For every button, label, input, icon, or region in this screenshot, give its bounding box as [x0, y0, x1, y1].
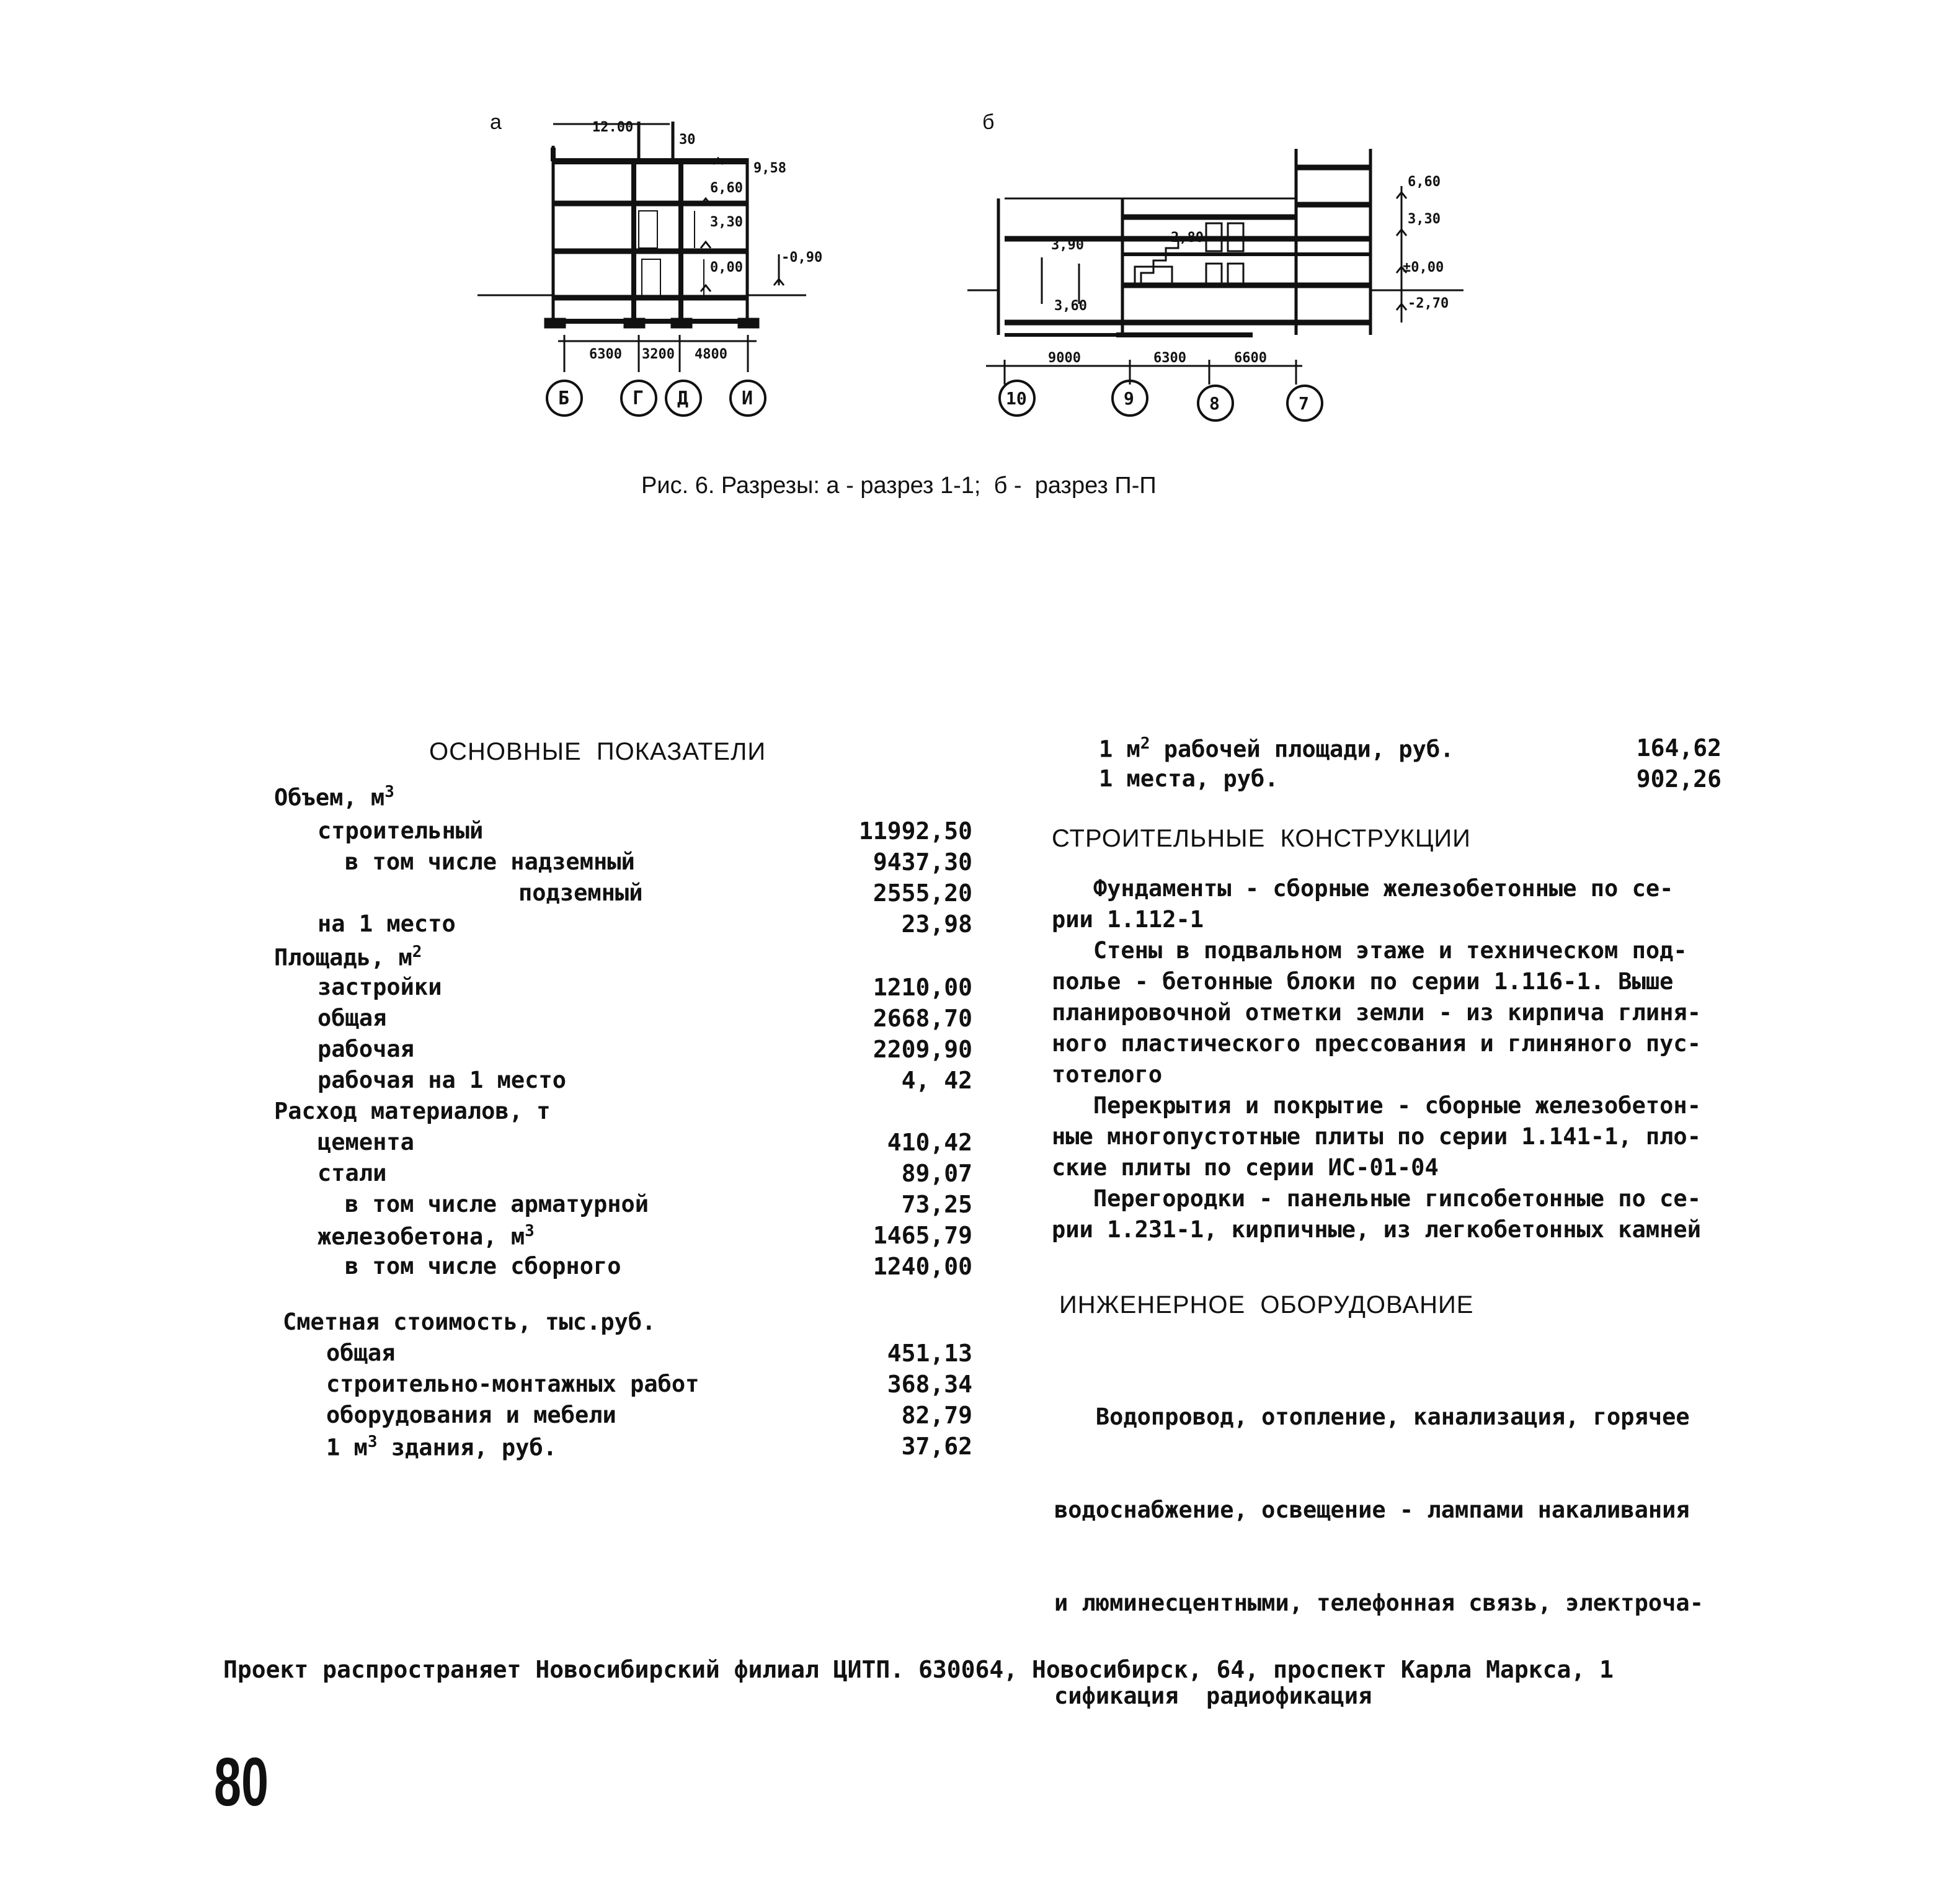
indicator-value: 2555,20: [873, 879, 972, 907]
indicator-value: 73,25: [901, 1191, 972, 1218]
axis-b-3: 8: [1209, 393, 1220, 414]
indicator-value: 9437,30: [873, 848, 972, 876]
dim-a-3200: 3200: [642, 347, 675, 362]
axis-a-3: Д: [677, 388, 689, 409]
indicator-label: Площадь, $м^2$: [274, 943, 422, 971]
indicator-label: в том числе сборного: [345, 1253, 621, 1279]
indicator-label: строительно-монтажных работ: [326, 1371, 700, 1397]
structures-line: рии 1.231-1, кирпичные, из легкобетонных камней: [1052, 1216, 1701, 1243]
dim-a-top: 12.00: [592, 120, 634, 135]
dim-b-9000: 9000: [1048, 350, 1081, 366]
structures-line: планировочной отметки земли - из кирпича глиня-: [1052, 999, 1701, 1026]
structures-line: Фундаменты - сборные железобетонные по се-: [1052, 875, 1674, 902]
structures-title: СТРОИТЕЛЬНЫЕ КОНСТРУКЦИИ: [1052, 825, 1471, 852]
indicator-label: застройки: [318, 974, 442, 1000]
axis-a-4: И: [742, 388, 753, 409]
dim-b-6300: 6300: [1153, 350, 1186, 366]
structures-line: полье - бетонные блоки по серии 1.116-1. Выше: [1052, 968, 1674, 995]
structures-line: тотелого: [1052, 1061, 1163, 1088]
indicator-value: 1465,79: [873, 1222, 972, 1249]
structures-line: ские плиты по серии ИС-01-04: [1052, 1154, 1439, 1181]
dim-b-390: 3,90: [1051, 238, 1084, 253]
indicator-label: стали: [318, 1160, 387, 1186]
indicator-value: 451,13: [887, 1340, 972, 1367]
dim-a-090: -0,90: [781, 250, 823, 265]
indicator-label: 1 места, руб.: [1099, 765, 1279, 792]
structures-paragraph: [1052, 1183, 1701, 1245]
engineering-line: водоснабжение, освещение - лампами накаливания: [1054, 1497, 1690, 1523]
indicator-label: железобетона, $м^3$: [318, 1222, 535, 1250]
dim-b-000: ±0,00: [1403, 260, 1444, 275]
axis-b-4: 7: [1299, 393, 1309, 414]
footer-note: Проект распространяет Новосибирский филиал ЦИТП. 630064, Новосибирск, 64, проспект Карла Маркса, 1: [223, 1656, 1614, 1683]
section-drawings: [459, 99, 1488, 447]
axis-b-1: 10: [1006, 388, 1027, 409]
structures-paragraph: [1052, 1090, 1701, 1183]
indicator-label: 1 $м^2$ рабочей площади, руб.: [1099, 734, 1454, 763]
dim-a-000: 0,00: [710, 260, 743, 275]
dim-b-330: 3,30: [1408, 211, 1441, 227]
indicator-label: в том числе надземный: [345, 848, 635, 875]
axis-a-1: Б: [558, 388, 570, 409]
structures-line: Перекрытия и покрытие - сборные железобетон-: [1052, 1092, 1701, 1119]
dim-a-958: 9,58: [753, 161, 786, 176]
indicator-label: рабочая на 1 место: [318, 1067, 566, 1093]
indicator-value: 82,79: [901, 1402, 972, 1429]
dim-b-360: 3,60: [1054, 298, 1087, 314]
indicator-label: в том числе арматурной: [345, 1191, 649, 1217]
dim-a-30: 30: [679, 132, 696, 148]
indicator-value: 2668,70: [873, 1005, 972, 1032]
page-number: 80: [214, 1744, 269, 1820]
dim-a-330: 3,30: [710, 215, 743, 230]
indicator-value: 37,62: [901, 1433, 972, 1460]
engineering-line: Водопровод, отопление, канализация, горячее: [1054, 1404, 1690, 1430]
indicator-label: общая: [326, 1340, 396, 1366]
section-b-letter: б: [982, 110, 995, 134]
indicator-label: цемента: [318, 1129, 414, 1155]
indicator-label: Объем, $м^3$: [274, 783, 394, 811]
figure-caption: Рис. 6. Разрезы: а - разрез 1-1; б - разрез П-П: [641, 473, 1157, 499]
engineering-line: сификация радиофикация: [1054, 1683, 1372, 1709]
axis-a-2: Г: [633, 388, 644, 409]
structures-paragraph: [1052, 873, 1673, 935]
structures-line: Стены в подвальном этаже и техническом под-: [1052, 937, 1687, 964]
indicator-value: 89,07: [901, 1160, 972, 1187]
section-b-drawing: [967, 149, 1464, 420]
indicator-value: 11992,50: [858, 817, 972, 845]
indicator-label: 1 $м^3$ здания, руб.: [326, 1433, 557, 1461]
indicator-value: 1240,00: [873, 1253, 972, 1280]
indicator-label: подземный: [518, 879, 643, 906]
indicator-label: рабочая: [318, 1036, 414, 1062]
dim-a-4800: 4800: [695, 347, 727, 362]
indicator-label: Сметная стоимость, тыс.руб.: [283, 1309, 656, 1335]
axis-b-2: 9: [1124, 388, 1134, 409]
indicator-value: 902,26: [1636, 765, 1721, 793]
dim-a-6300: 6300: [589, 347, 622, 362]
indicator-label: на 1 место: [318, 910, 456, 937]
indicator-value: 164,62: [1636, 734, 1721, 762]
indicator-label: оборудования и мебели: [326, 1402, 616, 1428]
dim-a-660: 6,60: [710, 180, 743, 196]
section-a-letter: а: [490, 110, 502, 134]
structures-line: Перегородки - панельные гипсобетонные по се-: [1052, 1185, 1701, 1212]
indicator-value: 4, 42: [901, 1067, 972, 1094]
structures-line: ные многопустотные плиты по серии 1.141-1, пло-: [1052, 1123, 1701, 1150]
engineering-title: ИНЖЕНЕРНОЕ ОБОРУДОВАНИЕ: [1059, 1291, 1474, 1319]
dim-b-270: -2,70: [1408, 296, 1449, 311]
indicator-value: 368,34: [887, 1371, 972, 1398]
indicator-value: 2209,90: [873, 1036, 972, 1063]
indicator-value: 410,42: [887, 1129, 972, 1156]
indicator-label: Расход материалов, т: [274, 1098, 551, 1124]
dim-b-660: 6,60: [1408, 174, 1441, 190]
indicators-title: ОСНОВНЫЕ ПОКАЗАТЕЛИ: [429, 738, 766, 765]
indicator-value: 1210,00: [873, 974, 972, 1001]
structures-line: рии 1.112-1: [1052, 906, 1204, 933]
indicator-label: строительный: [318, 817, 484, 844]
structures-paragraph: [1052, 935, 1701, 1090]
indicator-value: 23,98: [901, 910, 972, 938]
dim-b-6600: 6600: [1234, 350, 1267, 366]
engineering-line: и люминесцентными, телефонная связь, электроча-: [1054, 1590, 1703, 1616]
indicator-label: общая: [318, 1005, 387, 1031]
dim-b-280: 2,80: [1171, 230, 1204, 246]
structures-line: ного пластического прессования и глиняного пус-: [1052, 1030, 1701, 1057]
